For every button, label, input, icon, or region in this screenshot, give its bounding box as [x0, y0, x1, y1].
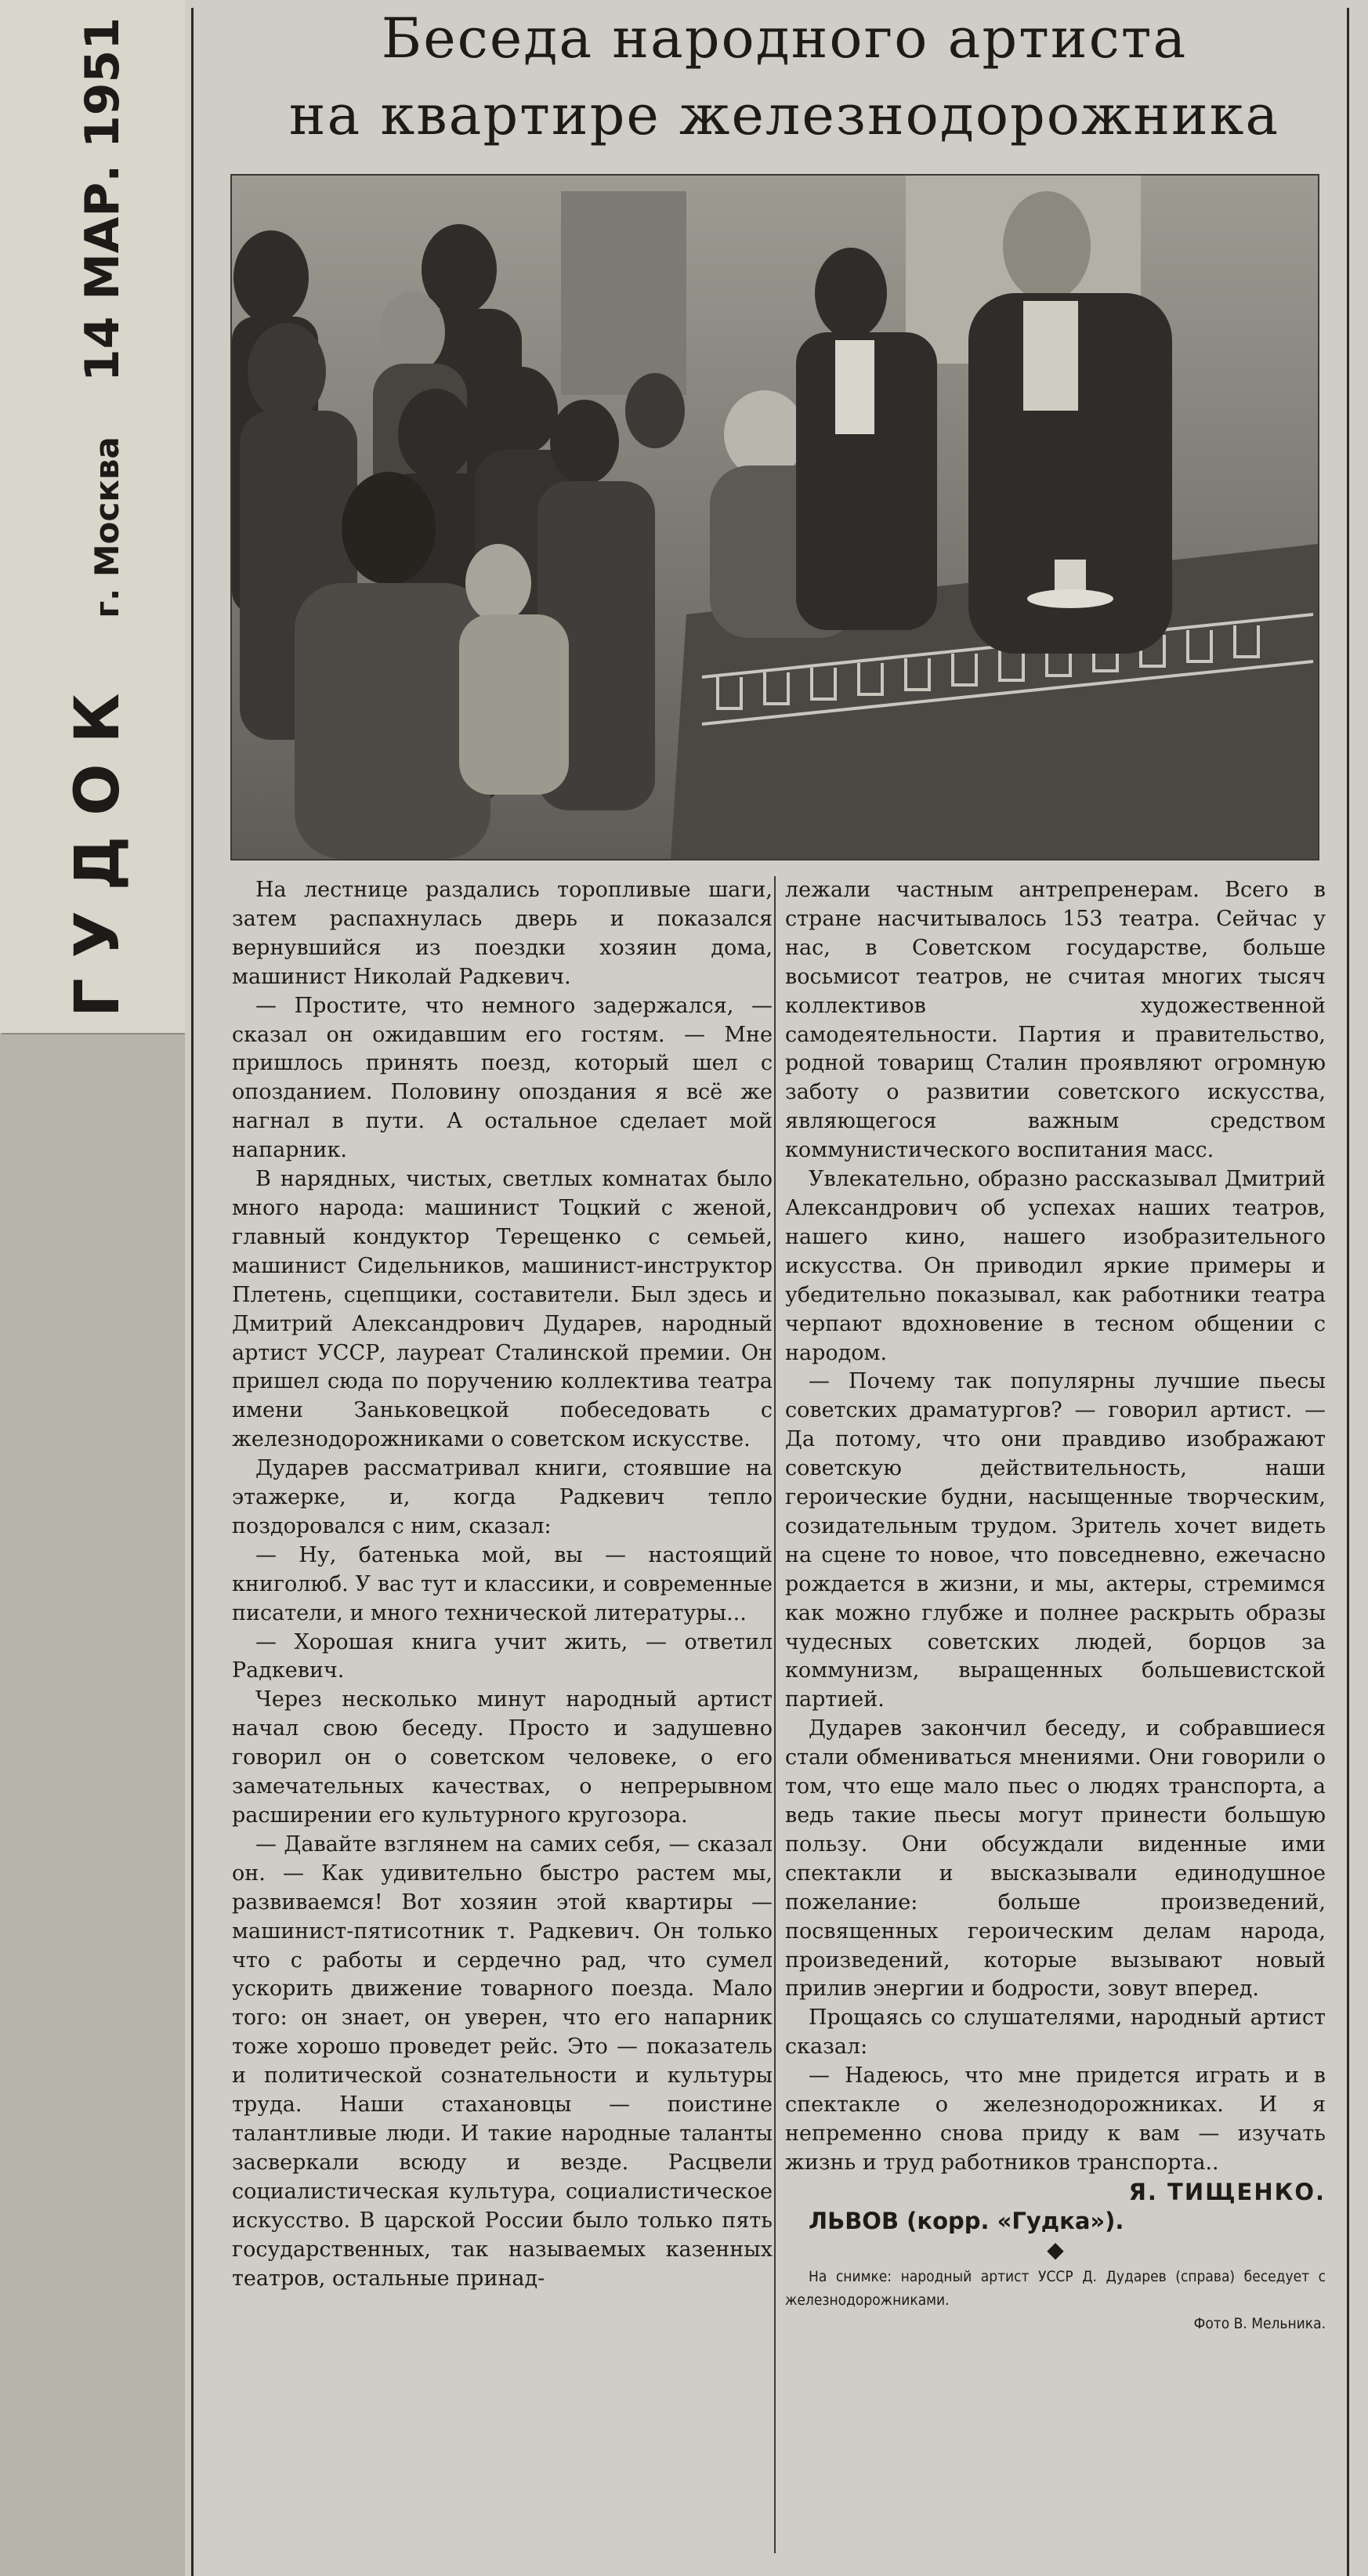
article-column-right — [785, 876, 1326, 2335]
article-photo — [230, 174, 1319, 860]
paragraph: — Давайте взглянем на самих себя, — сказал он. — Как удивительно быстро растем мы, развиваемся! Вот хозяин этой квартиры — машинист-пятисотник т. Радкевич. Он только что с работы и сердечно рад, что сумел ускорить движение товарного поезда. Мало того: он знает, он уверен, что его напарник тоже хорошо проведет рейс. Это — показатель и политической сознательности и культуры труда. Наши стахановцы — поистине талантливые люди. И такие народные таланты засверкали всюду и везде. Расцвели социалистическая культура, социалистическое искусство. В царской России было только пять государственных, так называемых казенных театров, остальные принад- — [232, 1831, 773, 2291]
archive-label-text — [63, 17, 133, 1017]
author-signature: Я. ТИЩЕНКО. — [1128, 2178, 1326, 2205]
frame-line-left — [191, 8, 194, 2576]
photo-caption-text: На снимке: народный артист УССР Д. Дударев (справа) беседует с железнодорожниками. — [785, 2267, 1326, 2309]
paragraph: Дударев рассматривал книги, стоявшие на этажерке, и, когда Радкевич тепло поздоровался с ним, сказал: — [232, 1456, 773, 1538]
paragraph: — Почему так популярны лучшие пьесы советских драматургов? — говорил артист. — Да потому, что они правдиво изображают советскую действительность, наши героические будни, насыщенные творческим, созидательным трудом. Зритель хочет видеть на сцене то новое, что повседневно, ежечасно рождается в жизни, и мы, актеры, стремимся как можно глубже и полнее раскрыть образы чудесных советских людей, борцов за коммунизм, выращенных большевистской партией. — [785, 1369, 1326, 1712]
photo-caption — [785, 2265, 1326, 2335]
archive-label — [0, 0, 196, 1033]
newspaper-name: ГУДОК — [63, 672, 133, 1018]
dateline: ЛЬВОВ (корр. «Гудка»). — [809, 2207, 1124, 2234]
paragraph: лежали частным антрепренерам. Всего в стране насчитывалось 153 театра. Сейчас у нас, в Советском государстве, больше восьмисот театров, не считая многих тысяч коллективов художественной самодеятельности. Партия и правительство, родной товарищ Сталин проявляют огромную заботу о развитии советского искусства, являющегося важным средством коммунистического воспитания масс. — [785, 878, 1326, 1163]
paragraph: На лестнице раздались торопливые шаги, затем распахнулась дверь и показался вернувшийся из поездки хозяин дома, машинист Николай Радкевич. — [232, 878, 773, 989]
frame-line-right — [1347, 8, 1349, 2576]
paragraph: — Надеюсь, что мне придется играть и в спектакле о железнодорожниках. И я непременно снова приду к вам — изучать жизнь и труд работников транспорта.. — [785, 2063, 1326, 2175]
paragraph: Прощаясь со слушателями, народный артист сказал: — [785, 2005, 1326, 2060]
article-headline — [216, 0, 1352, 154]
photo-group-icon — [232, 176, 1318, 859]
separator-diamond: ◆ — [1047, 2236, 1064, 2263]
photo-credit: Фото В. Мельника. — [1193, 2314, 1326, 2332]
paragraph: — Ну, батенька мой, вы — настоящий книголюб. У вас тут и классики, и современные писатели, и много технической литературы... — [232, 1542, 773, 1625]
article-column-left — [232, 876, 773, 2293]
headline-line-2: на квартире железнодорожника — [288, 83, 1280, 147]
clipping-date-stamp: 14 МАР. 1951 — [75, 16, 130, 382]
column-divider — [774, 876, 776, 2553]
newspaper-clipping — [185, 0, 1368, 2576]
paragraph: Увлекательно, образно рассказывал Дмитрий Александрович об успехах наших театров, нашего кино, нашего изобразительного искусства. Он приводил яркие примеры и убедительно показывал, как работники театра черпают вдохновение в тесном общении с народом. — [785, 1167, 1326, 1365]
newspaper-city: г. Москва — [88, 437, 126, 618]
paragraph: — Простите, что немного задержался, — сказал он ожидавшим его гостям. — Мне пришлось принять поезд, который шел с опозданием. Половину опоздания я всё же нагнал в пути. А остальное сделает мой напарник. — [232, 993, 773, 1163]
paragraph: Дударев закончил беседу, и собравшиеся стали обмениваться мнениями. Они говорили о том, что еще мало пьес о людях транспорта, а ведь такие пьесы могут принести большую пользу. Они обсуждали виденные ими спектакли и высказывали единодушное пожелание: больше произведений, посвященных героическим делам народа, произведений, которые вызывают новый прилив энергии и бодрости, зовут вперед. — [785, 1716, 1326, 2002]
headline-line-1: Беседа народного артиста — [381, 6, 1188, 71]
paragraph: Через несколько минут народный артист начал свою беседу. Просто и задушевно говорил он о советском человеке, о его замечательных качествах, о непрерывном расширении его культурного кругозора. — [232, 1687, 773, 1828]
paragraph: В нарядных, чистых, светлых комнатах было много народа: машинист Тоцкий с женой, главный кондуктор Терещенко с семьей, машинист Сидельников, машинист-инструктор Плетень, сцепщики, составители. Был здесь и Дмитрий Александрович Дударев, народный артист УССР, лауреат Сталинской премии. Он пришел сюда по поручению коллектива театра имени Заньковецкой побеседовать с железнодорожниками о советском искусстве. — [232, 1167, 773, 1452]
paragraph: — Хорошая книга учит жить, — ответил Радкевич. — [232, 1629, 773, 1683]
